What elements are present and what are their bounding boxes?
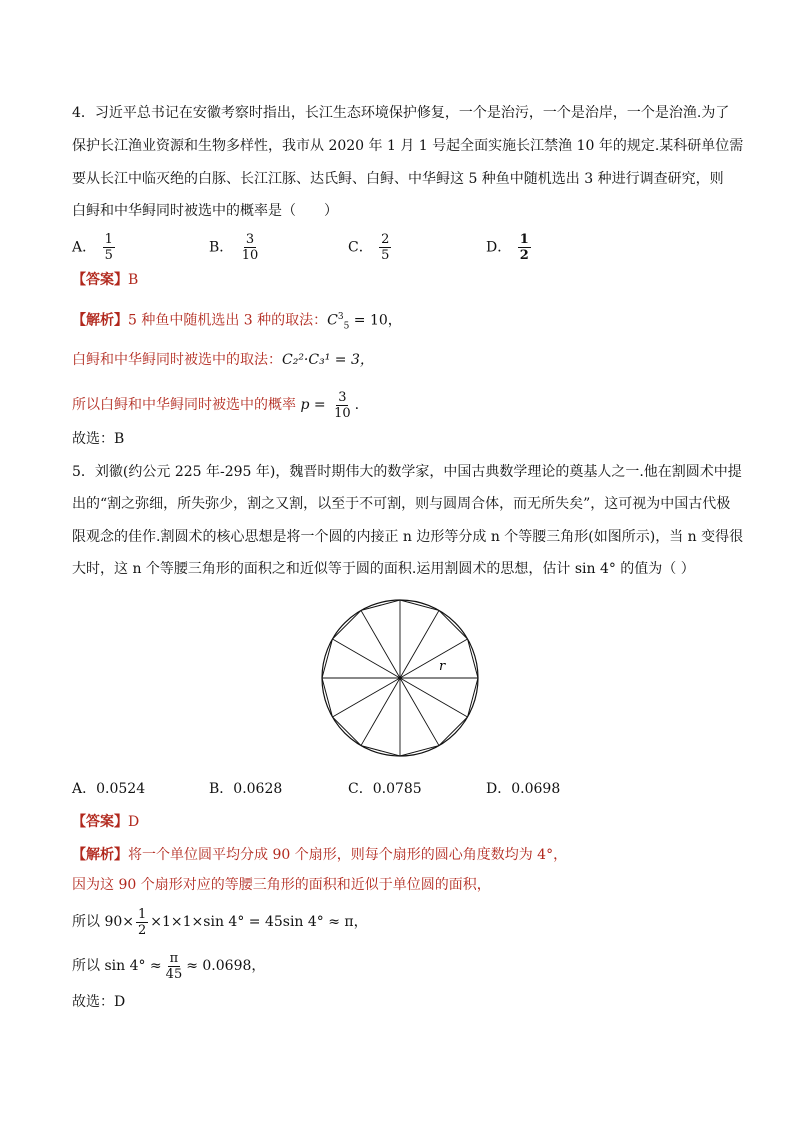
q4-analysis-1 xyxy=(72,307,402,336)
radius-line xyxy=(332,639,400,678)
radius-line xyxy=(400,678,439,746)
fraction xyxy=(379,232,391,263)
analysis-tag: 【解析】 xyxy=(72,312,128,329)
radius-line xyxy=(361,678,400,746)
analysis-math: ≈ 0.0698， xyxy=(186,958,266,974)
q4-analysis-2 xyxy=(72,350,374,370)
q5-stem-line-1: 5．刘徽(约公元 225 年-295 年)，魏晋时期伟大的数学家，中国古典数学理论的奠基人之一.他在割圆术中提 xyxy=(72,464,742,480)
fraction xyxy=(332,390,353,421)
q4-stem-line-4: 白鲟和中华鲟同时被选中的概率是（ ） xyxy=(72,203,338,219)
q4-stem-line-3: 要从长江中临灭绝的白豚、长江江豚、达氏鲟、白鲟、中华鲟这 5 种鱼中随机选出 3 种进行调查研究，则 xyxy=(72,171,724,187)
fraction xyxy=(103,232,115,263)
q5-answer xyxy=(72,812,139,832)
denominator: 2 xyxy=(138,922,147,938)
option-label: A． xyxy=(72,239,97,256)
fraction xyxy=(518,232,531,263)
radius-line xyxy=(400,610,439,678)
q5-stem-line-3: 限观念的佳作.割圆术的核心思想是将一个圆的内接正 n 边形等分成 n 个等腰三角形(如图所示)，当 n 变得很 xyxy=(72,529,744,545)
q4-stem-line-1: 4．习近平总书记在安徽考察时指出，长江生态环境保护修复，一个是治污，一个是治岸，一个是治渔.为了 xyxy=(72,105,730,121)
option-value: 0.0628 xyxy=(233,781,283,797)
answer-tag: 【答案】 xyxy=(72,272,128,288)
radii xyxy=(322,600,478,756)
radius-line xyxy=(400,639,468,678)
fraction xyxy=(136,907,148,938)
q5-stem-line-2: 出的“割之弥细，所失弥少，割之又割，以至于不可割，则与圆周合体，而无所失矣”，这可视为中国古代极 xyxy=(72,496,731,512)
option-label: C． xyxy=(348,781,373,797)
option-label: D． xyxy=(486,239,512,256)
radius-line xyxy=(400,678,468,717)
option-label: B． xyxy=(209,239,234,256)
denominator: 45 xyxy=(165,966,183,982)
q5-option-d xyxy=(486,779,560,799)
analysis-text: 将一个单位圆平均分成 90 个扇形，则每个扇形的圆心角度数均为 4°， xyxy=(128,847,568,863)
radius-label: r xyxy=(439,659,446,674)
numerator: 1 xyxy=(104,232,113,247)
q4-option-a xyxy=(72,232,117,263)
option-value: 0.0785 xyxy=(372,781,422,797)
q5-analysis-1 xyxy=(72,845,567,865)
numerator: 3 xyxy=(245,232,255,247)
analysis-text: 白鲟和中华鲟同时被选中的取法： xyxy=(72,352,282,368)
probability-symbol: p = xyxy=(300,397,326,413)
analysis-text: 所以白鲟和中华鲟同时被选中的概率 xyxy=(72,397,296,413)
denominator: 5 xyxy=(104,248,113,263)
q5-analysis-3 xyxy=(72,903,368,941)
q5-option-b xyxy=(209,779,282,799)
q4-option-c xyxy=(348,232,393,263)
q5-choose: 故选：D xyxy=(72,994,126,1010)
option-label: C． xyxy=(348,239,373,256)
q5-option-a xyxy=(72,779,145,799)
radius-line xyxy=(361,610,400,678)
q4-choose: 故选：B xyxy=(72,431,125,447)
denominator: 2 xyxy=(519,248,529,263)
numerator: 1 xyxy=(138,906,147,922)
fraction xyxy=(164,951,185,982)
q5-analysis-2: 因为这 90 个扇形对应的等腰三角形的面积和近似于单位圆的面积， xyxy=(72,877,491,893)
numerator: 2 xyxy=(381,232,390,247)
analysis-text: 所以 sin 4° ≈ xyxy=(72,958,162,974)
denominator: 10 xyxy=(334,405,351,421)
answer-tag: 【答案】 xyxy=(72,814,128,830)
numerator: 3 xyxy=(338,389,347,405)
option-value: 0.0698 xyxy=(511,781,561,797)
option-label: D． xyxy=(486,781,512,797)
answer-value: D xyxy=(128,814,140,830)
analysis-tag: 【解析】 xyxy=(72,847,128,863)
q4-analysis-3: 所以白鲟和中华鲟同时被选中的概率 p = $\frac{3}{10}$ . xyxy=(72,389,360,421)
analysis-text: 5 种鱼中随机选出 3 种的取法： xyxy=(128,312,328,329)
answer-value: B xyxy=(128,272,139,288)
combination-sup: 3 xyxy=(337,312,344,322)
q4-option-d xyxy=(486,232,533,263)
numerator: 1 xyxy=(519,232,529,247)
fraction xyxy=(240,232,261,263)
option-label: B． xyxy=(209,781,234,797)
analysis-math: ×1×1×sin 4° = 45sin 4° ≈ π， xyxy=(150,914,368,930)
denominator: 5 xyxy=(381,248,390,263)
combination-sub: 5 xyxy=(343,321,350,332)
option-label: A． xyxy=(72,781,97,797)
analysis-text: 所以 90× xyxy=(72,914,134,930)
combination-symbol: C xyxy=(327,312,338,329)
q4-stem-line-2: 保护长江渔业资源和生物多样性，我市从 2020 年 1 月 1 号起全面实施长江禁渔 10 年的规定.某科研单位需 xyxy=(72,138,744,154)
radius-line xyxy=(332,678,400,717)
q4-option-b xyxy=(209,232,262,263)
inscribed-polygon-figure xyxy=(320,598,480,758)
combination-result: = 10， xyxy=(349,312,402,329)
option-value: 0.0524 xyxy=(96,781,146,797)
denominator: 10 xyxy=(241,248,259,263)
analysis-math: C₂²·C₃¹ = 3， xyxy=(282,352,374,368)
q5-option-c xyxy=(348,779,422,799)
q4-answer xyxy=(72,270,138,290)
numerator: π xyxy=(169,950,179,966)
q5-analysis-4 xyxy=(72,947,265,985)
q5-stem-line-4: 大时，这 n 个等腰三角形的面积之和近似等于圆的面积.运用割圆术的思想，估计 sin 4° 的值为（ ） xyxy=(72,561,695,577)
